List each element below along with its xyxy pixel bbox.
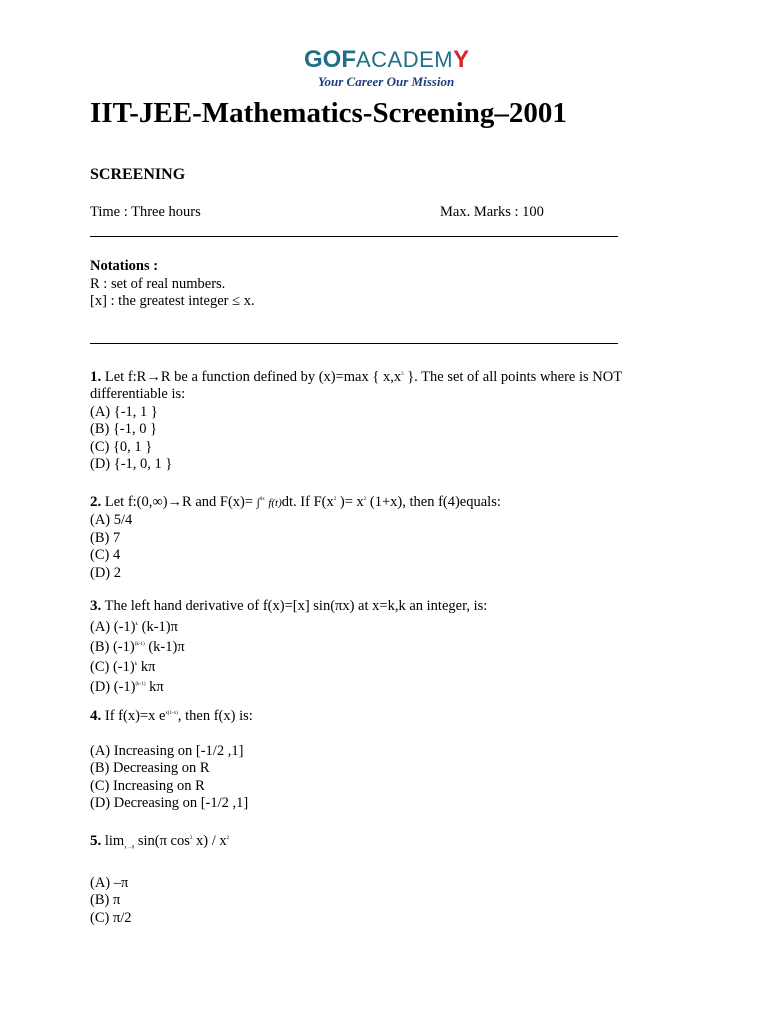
option: (D) $(-1)^{(k-1)}$ kπ	[90, 679, 164, 696]
logo-wordmark: GOFACADEMY	[304, 46, 470, 73]
option: (A) $(-1)^k$ (k-1)π	[90, 618, 178, 635]
option: (A) Increasing on [-1/2 ,1]	[90, 742, 244, 759]
option: (A) {-1, 1 }	[90, 403, 158, 420]
notation-item: [x] : the greatest integer ≤ x.	[90, 293, 255, 309]
option: (B) π	[90, 892, 121, 909]
option: (A) 5/4	[90, 512, 133, 529]
option: (D) Decreasing on [-1/2 ,1]	[90, 795, 249, 812]
divider-bottom	[90, 343, 618, 344]
notations-section	[90, 258, 650, 311]
question-3: 3. The left hand derivative of f(x)=[x] sin(πx) at x=k,k an integer, is: (A) $(-1)^k$ (k-1)π (B) $(-1)^{(k-1)}$ (k-1)π (C) $(-1)^k$ kπ (D) $(-1)^{(k-1)}$ kπ	[90, 598, 650, 697]
option: (C) {0, 1 }	[90, 438, 153, 455]
logo-tagline: Your Career Our Mission	[318, 74, 455, 89]
option: (C) 4	[90, 547, 121, 564]
page-title: IIT-JEE-Mathematics-Screening–2001	[90, 97, 567, 129]
max-marks-info: Max. Marks : 100	[440, 204, 544, 220]
section-heading: SCREENING	[90, 166, 186, 183]
divider-top	[90, 236, 618, 237]
option: (A) –π	[90, 874, 129, 891]
option: (C) Increasing on R	[90, 777, 205, 794]
option: (B) 7	[90, 529, 121, 546]
option: (D) {-1, 0, 1 }	[90, 456, 173, 473]
option: (C) $(-1)^k$ kπ	[90, 658, 156, 675]
academy-logo	[0, 44, 768, 94]
option: (B) Decreasing on R	[90, 760, 210, 777]
notations-heading: Notations :	[90, 258, 159, 274]
question-1: 1. Let f:R→R be a function defined by (x)=max { $x,x^3$ }. The set of all points where is NOT differentiable is: (A) {-1, 1 } (B) {-1, 0 } (C) {0, 1 } (D) {-1, 0, 1 }	[90, 366, 650, 474]
question-2: 2. Let f:(0,∞)→R and F(x)= ∫$^{0x}$ f(t)dt. If $F(x^2$ )= $x^2$ (1+x), then f(4)equals: (A) 5/4 (B) 7 (C) 4 (D) 2	[90, 491, 650, 582]
option: (B) {-1, 0 }	[90, 421, 158, 438]
option: (D) 2	[90, 564, 122, 581]
time-info: Time : Three hours	[90, 204, 201, 220]
option: (C) π/2	[90, 909, 132, 926]
notation-item: R : set of real numbers.	[90, 275, 226, 292]
option: (B) $(-1)^{(k-1)}$ (k-1)π	[90, 638, 185, 655]
question-5: 5. $\lim_{x\to 0} \sin(\pi$ $\cos^2 x) / x^2$ (A) –π (B) π (C) π/2	[90, 830, 650, 927]
question-4: 4. If f(x)=x $e^{x(1-x)}$, then f(x) is: (A) Increasing on [-1/2 ,1] (B) Decreasing on R (C) Increasing on R (D) Decreasing on [-1/2 ,1]	[90, 705, 650, 813]
